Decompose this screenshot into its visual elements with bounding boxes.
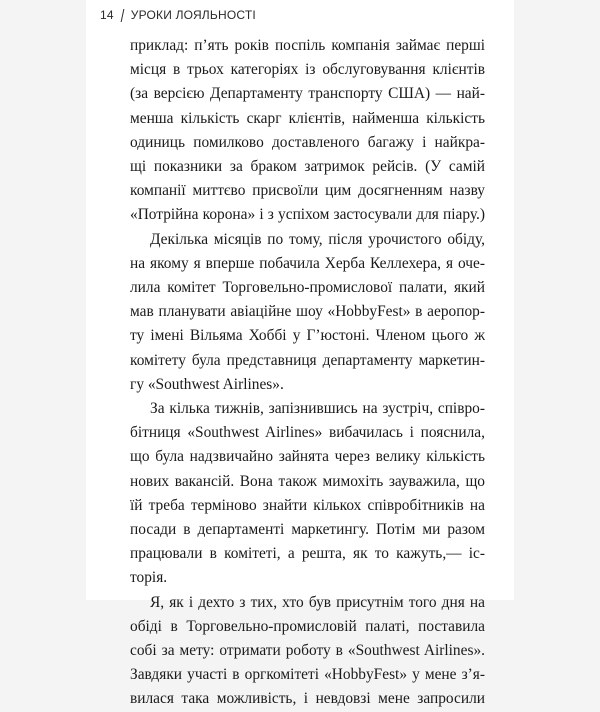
header-divider [120, 9, 124, 22]
text-line: приклад: п’ять років поспіль компанія займає перші [130, 37, 485, 54]
text-line: «Потрійна корона» і з успіхом застосували для піару.) [130, 206, 485, 224]
text-line: торія. [130, 569, 168, 587]
text-line: собі за мету: отримати роботу в «Southwest Airlines». [130, 642, 485, 660]
text-line: гу «Southwest Airlines». [130, 375, 284, 393]
text-line: вилася така можливість, і невдовзі мене запросили [130, 690, 485, 708]
text-line: (за версією Департаменту транспорту США) — най- [130, 85, 485, 103]
text-line: менша кількість скарг клієнтів, найменша кількість [130, 109, 485, 127]
text-line: обіді в Торговельно-промисловій палаті, поставила [130, 617, 485, 635]
text-line: компанії миттєво присвоїли цим досягненням назву [130, 182, 485, 200]
text-line: їй треба терміново знайти кількох співробітників на [130, 496, 485, 514]
running-title: УРОКИ ЛОЯЛЬНОСТІ [130, 8, 256, 22]
text-line: мав планувати авіаційне шоу «HobbyFest» в аеропор- [130, 303, 485, 321]
text-line: Завдяки участі в оргкомітеті «HobbyFest» у мене з’я- [130, 666, 485, 684]
text-line: За кілька тижнів, запізнившись на зустріч, співро- [150, 400, 485, 418]
page-number: 14 [100, 8, 114, 22]
book-page [86, 0, 514, 708]
text-line: працювали в комітеті, а решта, як то кажуть,— іс- [130, 545, 485, 563]
text-line: місця в трьох категоріях із обслуговування клієнтів [130, 61, 485, 79]
text-line: нових вакансій. Вона також мимохіть зауважила, що [130, 472, 485, 490]
text-line: щі показники за браком затримок рейсів. (У самій [130, 158, 485, 176]
text-line: Декілька місяців по тому, після урочистого обіду, [150, 230, 485, 248]
text-line: на якому я вперше побачила Херба Келлехера, я оче- [130, 254, 485, 272]
text-line: Я, як і дехто з тих, хто був присутнім того дня на [150, 593, 485, 611]
text-line: ту імені Вільяма Хоббі у Г’юстоні. Членом цього ж [130, 327, 485, 345]
running-head [100, 4, 256, 26]
text-line: одиниць помилково доставленого багажу і найкра- [130, 133, 485, 151]
body-text [130, 34, 485, 712]
text-line: лила комітет Торговельно-промислової палати, який [130, 279, 485, 297]
text-line: бітниця «Southwest Airlines» вибачилась і пояснила, [130, 424, 485, 442]
text-line: посади в департаменті маркетингу. Потім ми разом [130, 521, 485, 539]
text-line: комітету була представниця департаменту маркетин- [130, 351, 485, 369]
text-line: що була надзвичайно зайнята через велику кількість [130, 448, 485, 466]
